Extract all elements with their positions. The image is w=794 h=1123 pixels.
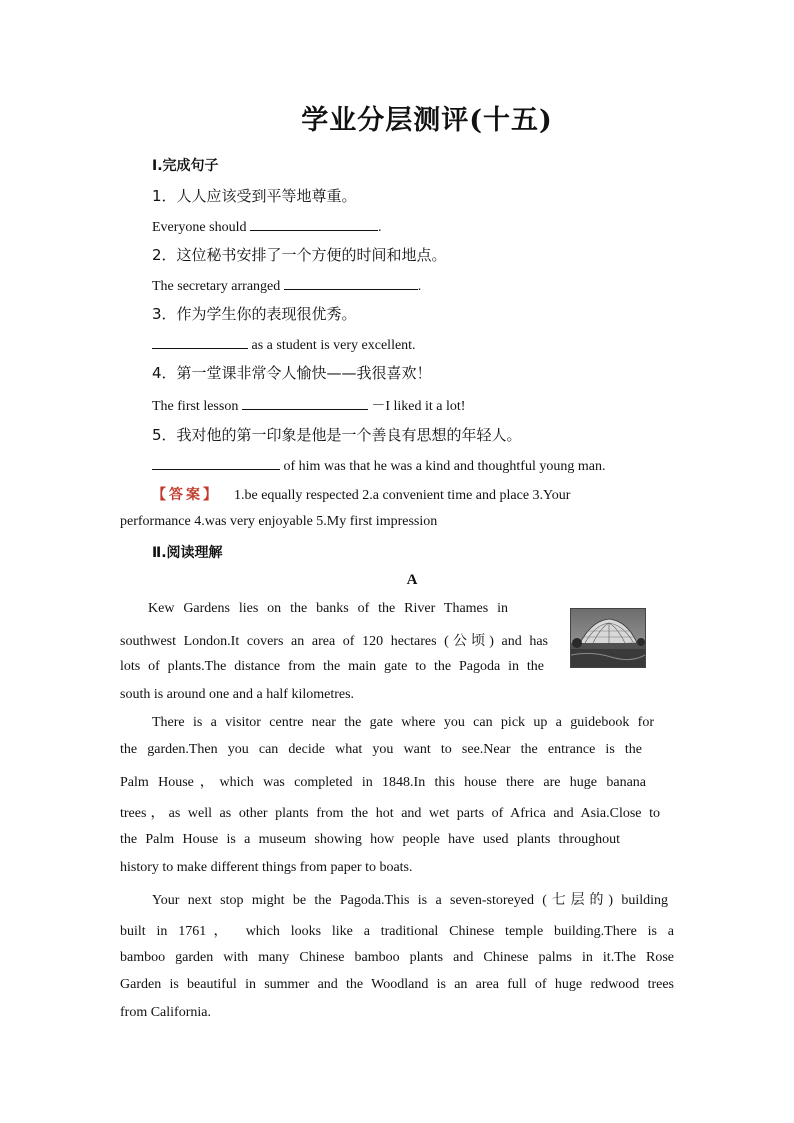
passage-line-9: the Palm House is a museum showing how people have used plants throughout: [120, 832, 620, 847]
answer-tag: 【答案】: [152, 487, 220, 503]
passage-line-14: Garden is beautiful in summer and the Woodland is an area full of huge redwood trees: [120, 977, 674, 992]
greenhouse-image: [571, 609, 645, 667]
question-4-chinese: 4．第一堂课非常令人愉快——我很喜欢！: [152, 364, 432, 382]
passage-line-5: There is a visitor centre near the gate where you can pick up a guidebook for: [152, 715, 654, 730]
question-1-prefix: Everyone should: [152, 220, 250, 235]
question-1-english: [152, 217, 381, 236]
question-3-chinese: 3．作为学生你的表现很优秀。: [152, 305, 357, 323]
answer-blank-1[interactable]: [250, 217, 378, 231]
passage-line-3: lots of plants.The distance from the main gate to the Pagoda in the: [120, 659, 544, 674]
section-heading-reading: Ⅱ.阅读理解: [152, 545, 223, 561]
passage-line-8: trees，as well as other plants from the hot and wet parts of Africa and Asia.Close to: [120, 806, 660, 821]
question-5-suffix: of him was that he was a kind and thoughtful young man.: [280, 459, 606, 474]
question-2-suffix: .: [417, 279, 422, 294]
answer-blank-2[interactable]: [284, 276, 418, 290]
question-2-chinese: 2．这位秘书安排了一个方便的时间和地点。: [152, 246, 447, 264]
passage-line-12: built in 1761， which looks like a traditional Chinese temple building.There is a: [120, 924, 674, 939]
question-2-prefix: The secretary arranged: [152, 279, 284, 294]
passage-line-2: southwest London.It covers an area of 120 hectares (公顷) and has: [120, 634, 548, 649]
answer-line-1: [152, 484, 570, 504]
question-4-english: [152, 395, 465, 415]
question-4-suffix: －I liked it a lot!: [367, 399, 466, 414]
question-1-suffix: .: [377, 220, 382, 235]
question-3-suffix: as a student is very excellent.: [248, 338, 416, 353]
answer-blank-4[interactable]: [242, 396, 368, 410]
passage-line-1: Kew Gardens lies on the banks of the River Thames in: [148, 601, 508, 616]
answer-line-2: performance 4.was very enjoyable 5.My first impression: [120, 514, 438, 529]
answer-blank-3[interactable]: [152, 335, 248, 349]
section-heading-complete-sentences: Ⅰ.完成句子: [152, 158, 219, 174]
kew-gardens-photo: [570, 608, 646, 668]
passage-line-13: bamboo garden with many Chinese bamboo plants and Chinese palms in it.The Rose: [120, 950, 674, 965]
question-1-chinese: 1．人人应该受到平等地尊重。: [152, 187, 357, 205]
question-2-english: [152, 276, 421, 295]
passage-line-10: history to make different things from paper to boats.: [120, 860, 413, 875]
question-5-chinese: 5．我对他的第一印象是他是一个善良有思想的年轻人。: [152, 426, 522, 444]
question-4-prefix: The first lesson: [152, 399, 242, 414]
passage-label: A: [406, 572, 418, 588]
question-3-english: [152, 335, 416, 354]
answer-blank-5[interactable]: [152, 456, 280, 470]
question-5-english: [152, 456, 605, 475]
answer-text-1: 1.be equally respected 2.a convenient time and place 3.Your: [234, 488, 571, 503]
passage-line-11: Your next stop might be the Pagoda.This is a seven-storeyed (七层的) building: [152, 893, 668, 908]
page-title: 学业分层测评(十五): [301, 105, 553, 136]
passage-line-7: Palm House，which was completed in 1848.In this house there are huge banana: [120, 775, 646, 790]
passage-line-15: from California.: [120, 1005, 211, 1020]
passage-line-6: the garden.Then you can decide what you want to see.Near the entrance is the: [120, 742, 642, 757]
passage-line-4: south is around one and a half kilometres.: [120, 687, 355, 702]
